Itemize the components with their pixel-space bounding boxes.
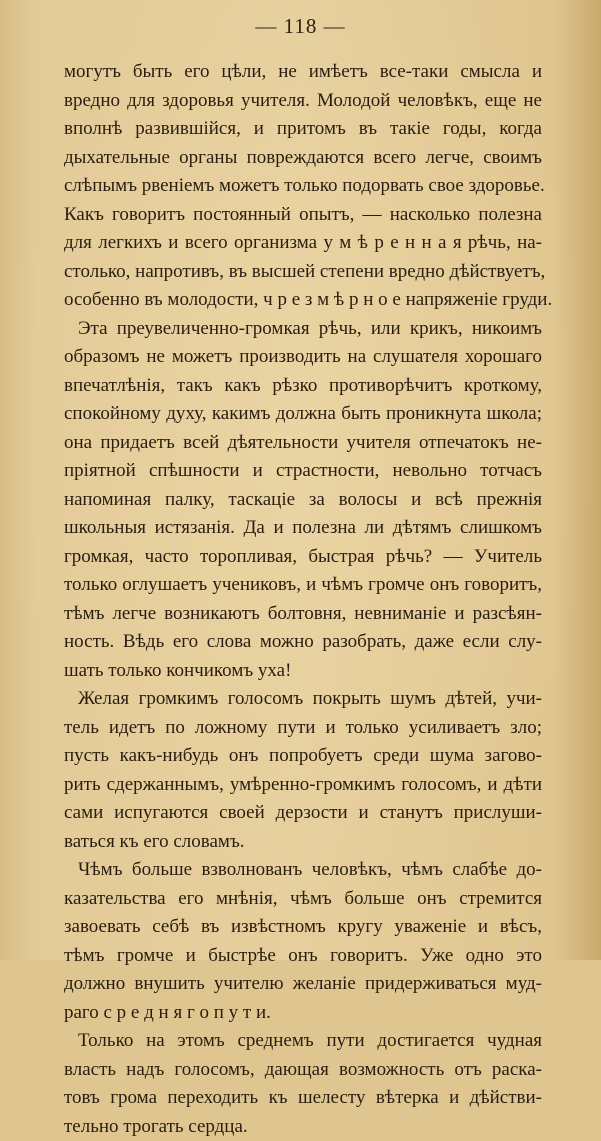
text-line: напоминая палку, таскаціе за волосы и всѣ прежнія <box>64 486 542 515</box>
text-line: раго с р е д н я г о п у т и. <box>64 999 542 1028</box>
text-line: спокойному духу, какимъ должна быть проникнута школа; <box>64 400 542 429</box>
text-line: громкая, часто торопливая, быстрая рѣчь? — Учитель <box>64 543 542 572</box>
text-line: школьныя истязанія. Да и полезна ли дѣтямъ слишкомъ <box>64 514 542 543</box>
text-line: Желая громкимъ голосомъ покрыть шумъ дѣтей, учи- <box>64 685 542 714</box>
text-line: тельно трогать сердца. <box>64 1113 542 1141</box>
text-line: казательства его мнѣнія, чѣмъ больше онъ стремится <box>64 885 542 914</box>
text-line: тѣмъ громче и быстрѣе онъ говоритъ. Уже одно это <box>64 942 542 971</box>
text-line: пусть какъ-нибудь онъ попробуетъ среди шума загово- <box>64 742 542 771</box>
text-line: сами испугаются своей дерзости и станутъ прислуши- <box>64 799 542 828</box>
text-line: вредно для здоровья учителя. Молодой человѣкъ, еще не <box>64 87 542 116</box>
text-line: для легкихъ и всего организма у м ѣ р е н н а я рѣчь, на- <box>64 229 542 258</box>
page-number: — 118 — <box>0 14 601 39</box>
text-line: ваться къ его словамъ. <box>64 828 542 857</box>
text-line: Чѣмъ больше взволнованъ человѣкъ, чѣмъ слабѣе до- <box>64 856 542 885</box>
text-line: власть надъ голосомъ, дающая возможность отъ раска- <box>64 1056 542 1085</box>
text-line: пріятной спѣшности и страстности, невольно тотчасъ <box>64 457 542 486</box>
text-line: только оглушаетъ учениковъ, и чѣмъ громче онъ говоритъ, <box>64 571 542 600</box>
text-line: завоевать себѣ въ извѣстномъ кругу уваженіе и вѣсъ, <box>64 913 542 942</box>
text-line: товъ грома переходить къ шелесту вѣтерка и дѣйстви- <box>64 1084 542 1113</box>
text-line: могутъ быть его цѣли, не имѣетъ все-таки смысла и <box>64 58 542 87</box>
text-line: рить сдержаннымъ, умѣренно-громкимъ голосомъ, и дѣти <box>64 771 542 800</box>
text-line: тѣмъ легче возникаютъ болтовня, невниманіе и разсѣян- <box>64 600 542 629</box>
text-line: Эта преувеличенно-громкая рѣчь, или крикъ, никоимъ <box>64 315 542 344</box>
body-text <box>64 58 542 1141</box>
text-line: вполнѣ развившійся, и притомъ въ такіе годы, когда <box>64 115 542 144</box>
text-line: особенно въ молодости, ч р е з м ѣ р н о е напряженіе груди. <box>64 286 542 315</box>
text-line: шать только кончикомъ уха! <box>64 657 542 686</box>
text-line: образомъ не можетъ производить на слушателя хорошаго <box>64 343 542 372</box>
text-line: она придаетъ всей дѣятельности учителя отпечатокъ не- <box>64 429 542 458</box>
text-line: впечатлѣнія, такъ какъ рѣзко противорѣчитъ кроткому, <box>64 372 542 401</box>
text-line: слѣпымъ рвеніемъ можетъ только подорвать свое здоровье. <box>64 172 542 201</box>
text-line: столько, напротивъ, въ высшей степени вредно дѣйствуетъ, <box>64 258 542 287</box>
text-line: Только на этомъ среднемъ пути достигается чудная <box>64 1027 542 1056</box>
text-line: Какъ говоритъ постоянный опытъ, — насколько полезна <box>64 201 542 230</box>
text-line: тель идетъ по ложному пути и только усиливаетъ зло; <box>64 714 542 743</box>
text-line: ность. Вѣдь его слова можно разобрать, даже если слу- <box>64 628 542 657</box>
text-line: должно внушить учителю желаніе придерживаться муд- <box>64 970 542 999</box>
text-line: дыхательные органы повреждаются всего легче, своимъ <box>64 144 542 173</box>
